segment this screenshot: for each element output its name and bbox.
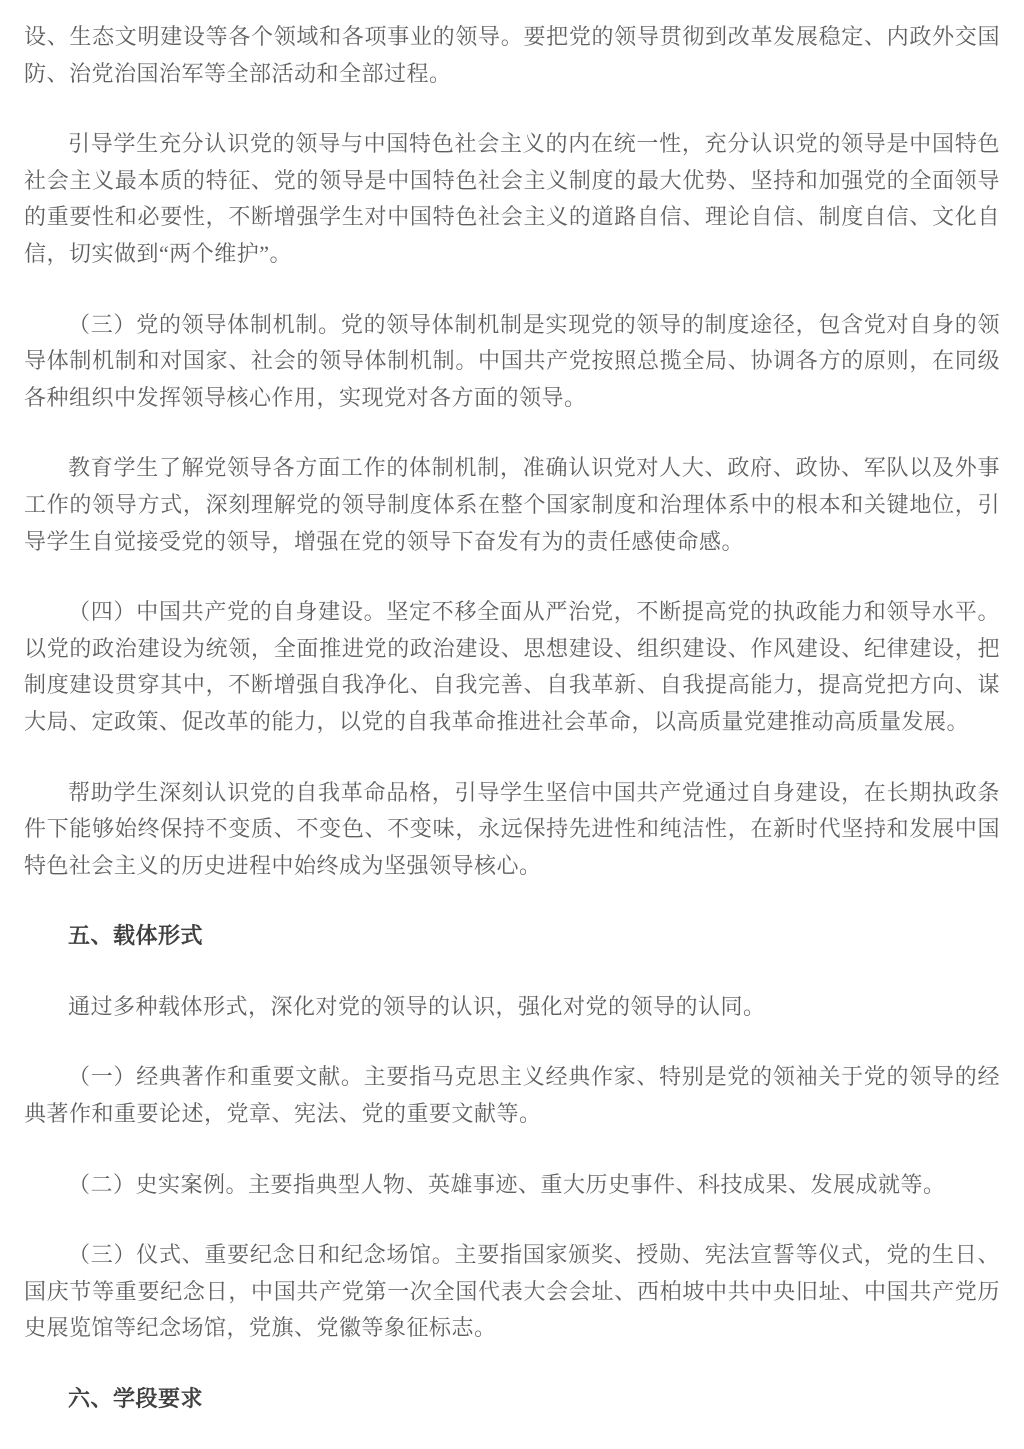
paragraph: 通过多种载体形式，深化对党的领导的认识，强化对党的领导的认同。 [68,993,766,1019]
paragraph: 帮助学生深刻认识党的自我革命品格，引导学生坚信中国共产党通过自身建设，在长期执政条件下能够始终保持不变质、不变色、不变味，永远保持先进性和纯洁性，在新时代坚持和发展中国特色社会主义的历史进程中始终成为坚强领导核心。 [24,779,1000,878]
section-heading-stage-requirements: 六、学段要求 [68,1386,204,1412]
paragraph: 引导学生充分认识党的领导与中国特色社会主义的内在统一性，充分认识党的领导是中国特色社会主义最本质的特征、党的领导是中国特色社会主义制度的最大优势、坚持和加强党的全面领导的重要性和必要性，不断增强学生对中国特色社会主义的道路自信、理论自信、制度自信、文化自信，切实做到“两个维护”。 [24,131,1000,266]
paragraph: 设、生态文明建设等各个领域和各项事业的领导。要把党的领导贯彻到改革发展稳定、内政外交国防、治党治国治军等全部活动和全部过程。 [24,24,1000,86]
paragraph: （四）中国共产党的自身建设。坚定不移全面从严治党，不断提高党的执政能力和领导水平。以党的政治建设为统领，全面推进党的政治建设、思想建设、组织建设、作风建设、纪律建设，把制度建设贯穿其中，不断增强自我净化、自我完善、自我革新、自我提高能力，提高党把方向、谋大局、定政策、促改革的能力，以党的自我革命推进社会革命，以高质量党建推动高质量发展。 [24,599,1000,734]
paragraph: （一）经典著作和重要文献。主要指马克思主义经典作家、特别是党的领袖关于党的领导的经典著作和重要论述，党章、宪法、党的重要文献等。 [24,1064,1000,1127]
section-heading-carrier-forms: 五、载体形式 [68,923,204,949]
paragraph: （二）史实案例。主要指典型人物、英雄事迹、重大历史事件、科技成果、发展成就等。 [68,1171,946,1197]
paragraph: 教育学生了解党领导各方面工作的体制机制，准确认识党对人大、政府、政协、军队以及外事工作的领导方式，深刻理解党的领导制度体系在整个国家制度和治理体系中的根本和关键地位，引导学生自觉接受党的领导，增强在党的领导下奋发有为的责任感使命感。 [24,455,1000,554]
paragraph: （三）仪式、重要纪念日和纪念场馆。主要指国家颁奖、授勋、宪法宣誓等仪式，党的生日、国庆节等重要纪念日，中国共产党第一次全国代表大会会址、西柏坡中共中央旧址、中国共产党历史展览馆等纪念场馆，党旗、党徽等象征标志。 [24,1242,1000,1341]
paragraph: （三）党的领导体制机制。党的领导体制机制是实现党的领导的制度途径，包含党对自身的领导体制机制和对国家、社会的领导体制机制。中国共产党按照总揽全局、协调各方的原则，在同级各种组织中发挥领导核心作用，实现党对各方面的领导。 [24,311,1000,410]
